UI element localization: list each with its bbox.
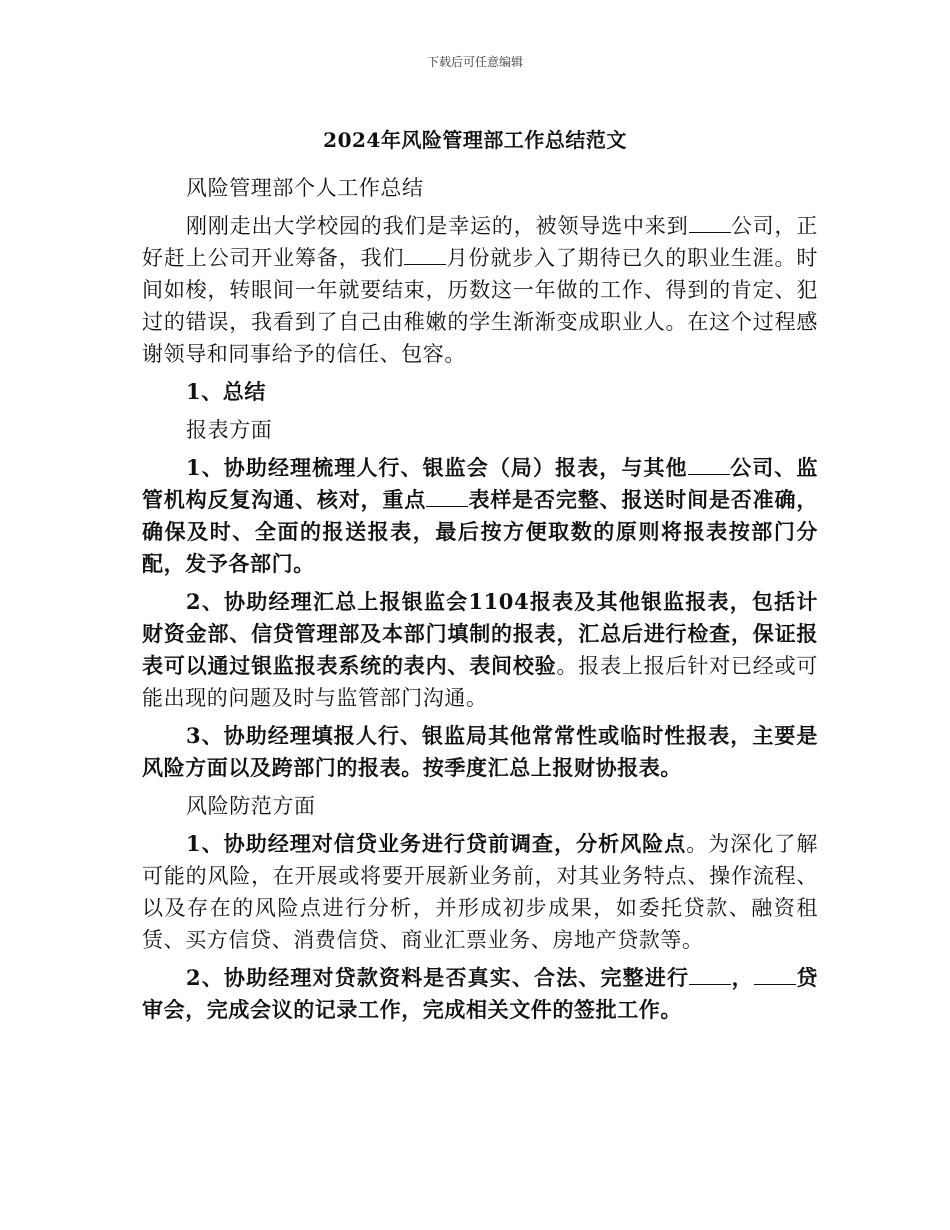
risk-item-2 xyxy=(142,962,818,1026)
risk-item-1-bold: 1、协助经理对信贷业务进行贷前调查，分析风险点 xyxy=(186,831,687,856)
risk-item-1 xyxy=(142,828,818,956)
blank-line xyxy=(754,966,796,985)
report-item-2-normal: 。报表上报后针对已经或可能出现的问题及时与监管部门沟通。 xyxy=(142,654,818,710)
document-title: 2024年风险管理部工作总结范文 xyxy=(323,128,627,152)
blank-line xyxy=(689,214,731,233)
report-item-1-text-2: 公司、监管机构反复沟通、核对，重点 xyxy=(142,455,818,512)
report-item-3: 3、协助经理填报人行、银监局其他常常性或临时性报表，主要是风险方面以及跨部门的报表。按季度汇总上报财协报表。 xyxy=(142,723,818,780)
risk-item-2-text-2: ， xyxy=(731,965,754,990)
intro-paragraph xyxy=(142,210,818,370)
report-item-2-bold: 2、协助经理汇总上报银监会1104报表及其他银监报表，包括计财资金部、信贷管理部及本部门填制的报表，汇总后进行检查，保证报表可以通过银监报表系统的表内、表间校验 xyxy=(142,589,818,678)
subtitle: 风险管理部个人工作总结 xyxy=(186,176,424,200)
report-item-1 xyxy=(142,452,818,580)
section-heading-summary: 1、总结 xyxy=(186,379,267,404)
document-body xyxy=(142,172,818,1032)
blank-line xyxy=(404,246,446,265)
risk-item-1-normal: 。为深化了解可能的风险，在开展或将要开展新业务前，对其业务特点、操作流程、以及存在的风险点进行分析，并形成初步成果，如委托贷款、融资租赁、买方信贷、消费信贷、商业汇票业务、房地产贷款等。 xyxy=(142,832,818,952)
blank-line xyxy=(689,966,731,985)
report-item-1-text-3: 表样是否完整、报送时间是否准确，确保及时、全面的报送报表，最后按方便取数的原则将报表按部门分配，发予各部门。 xyxy=(142,487,818,576)
report-heading: 报表方面 xyxy=(186,418,273,442)
report-item-1-text-1: 1、协助经理梳理人行、银监会（局）报表，与其他 xyxy=(186,455,688,480)
intro-text-3: 月份就步入了期待已久的职业生涯。时间如梭，转眼间一年就要结束，历数这一年做的工作、得到的肯定、犯过的错误，我看到了自己由稚嫩的学生渐渐变成职业人。在这个过程感谢领导和同事给予的信任、包容。 xyxy=(142,246,818,366)
blank-line xyxy=(426,488,468,507)
blank-line xyxy=(688,456,730,475)
intro-text-1: 刚刚走出大学校园的我们是幸运的，被领导选中来到 xyxy=(186,214,689,238)
risk-item-2-text-3: 贷审会，完成会议的记录工作，完成相关文件的签批工作。 xyxy=(142,965,818,1022)
page-header: 下载后可任意编辑 xyxy=(426,55,523,69)
risk-item-2-text-1: 2、协助经理对贷款资料是否真实、合法、完整进行 xyxy=(186,965,690,990)
risk-heading: 风险防范方面 xyxy=(186,794,316,818)
intro-text-2: 公司，正好赶上公司开业筹备，我们 xyxy=(142,214,818,270)
report-item-2 xyxy=(142,586,818,714)
